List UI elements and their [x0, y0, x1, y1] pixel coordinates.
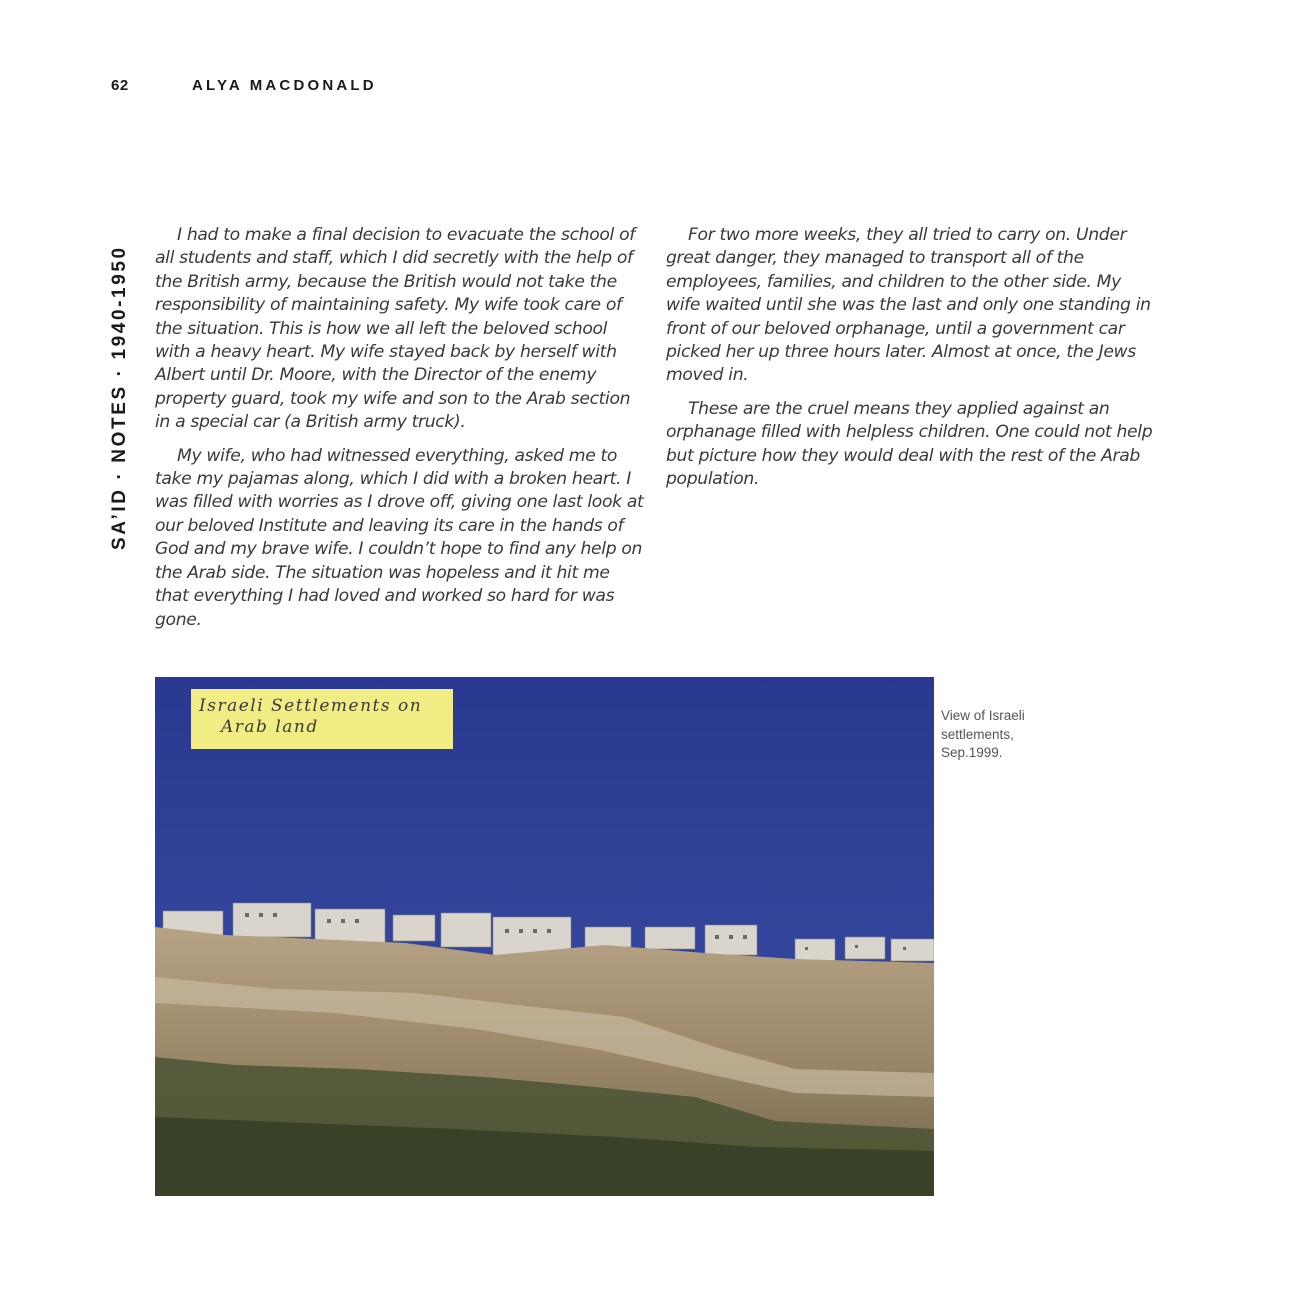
paragraph: I had to make a final decision to evacuate the school of all students and staff, which I did secretly with the help of the British army, because the British would not take the responsibility of maintaining safety. My wife took care of the situation. This is how we all left the beloved school with a heavy heart. My wife stayed back by herself with Albert until Dr. Moore, with the Director of the enemy property guard, took my wife and son to the Arab section in a special car (a British army truck).	[155, 225, 635, 433]
paragraph: These are the cruel means they applied against an orphanage filled with helpless children. One could not help but picture how they would deal with the rest of the Arab population.	[666, 398, 1153, 490]
paragraph: My wife, who had witnessed everything, asked me to take my pajamas along, which I did with a broken heart. I was filled with worries as I drove off, giving one last look at our beloved Institute and leaving its care in the hands of God and my brave wife. I couldn’t hope to find any help on the Arab side. The situation was hopeless and it hit me that everything I had loved and worked so hard for was gone.	[155, 445, 644, 630]
caption-line: View of Israeli	[941, 708, 1025, 723]
sticky-note-line: Israeli Settlements on	[199, 696, 423, 716]
running-head: ALYA MACDONALD	[192, 77, 377, 94]
caption-line: Sep.1999.	[941, 745, 1003, 760]
figure-caption	[941, 707, 1051, 763]
settlements-photo	[155, 677, 934, 1196]
sticky-note	[191, 689, 453, 749]
caption-line: settlements,	[941, 726, 1014, 742]
right-text-column	[666, 224, 1158, 501]
paragraph: For two more weeks, they all tried to carry on. Under great danger, they managed to transport all of the employees, families, and children to the other side. My wife waited until she was the last and only one standing in front of our beloved orphanage, until a government car picked her up three hours later. Almost at once, the Jews moved in.	[666, 225, 1151, 386]
landscape-illustration	[155, 677, 934, 1196]
sticky-note-line: Arab land	[221, 717, 319, 737]
left-text-column	[155, 224, 647, 642]
page-number: 62	[111, 77, 129, 94]
side-section-title: SA’ID · NOTES · 1940-1950	[109, 245, 130, 550]
